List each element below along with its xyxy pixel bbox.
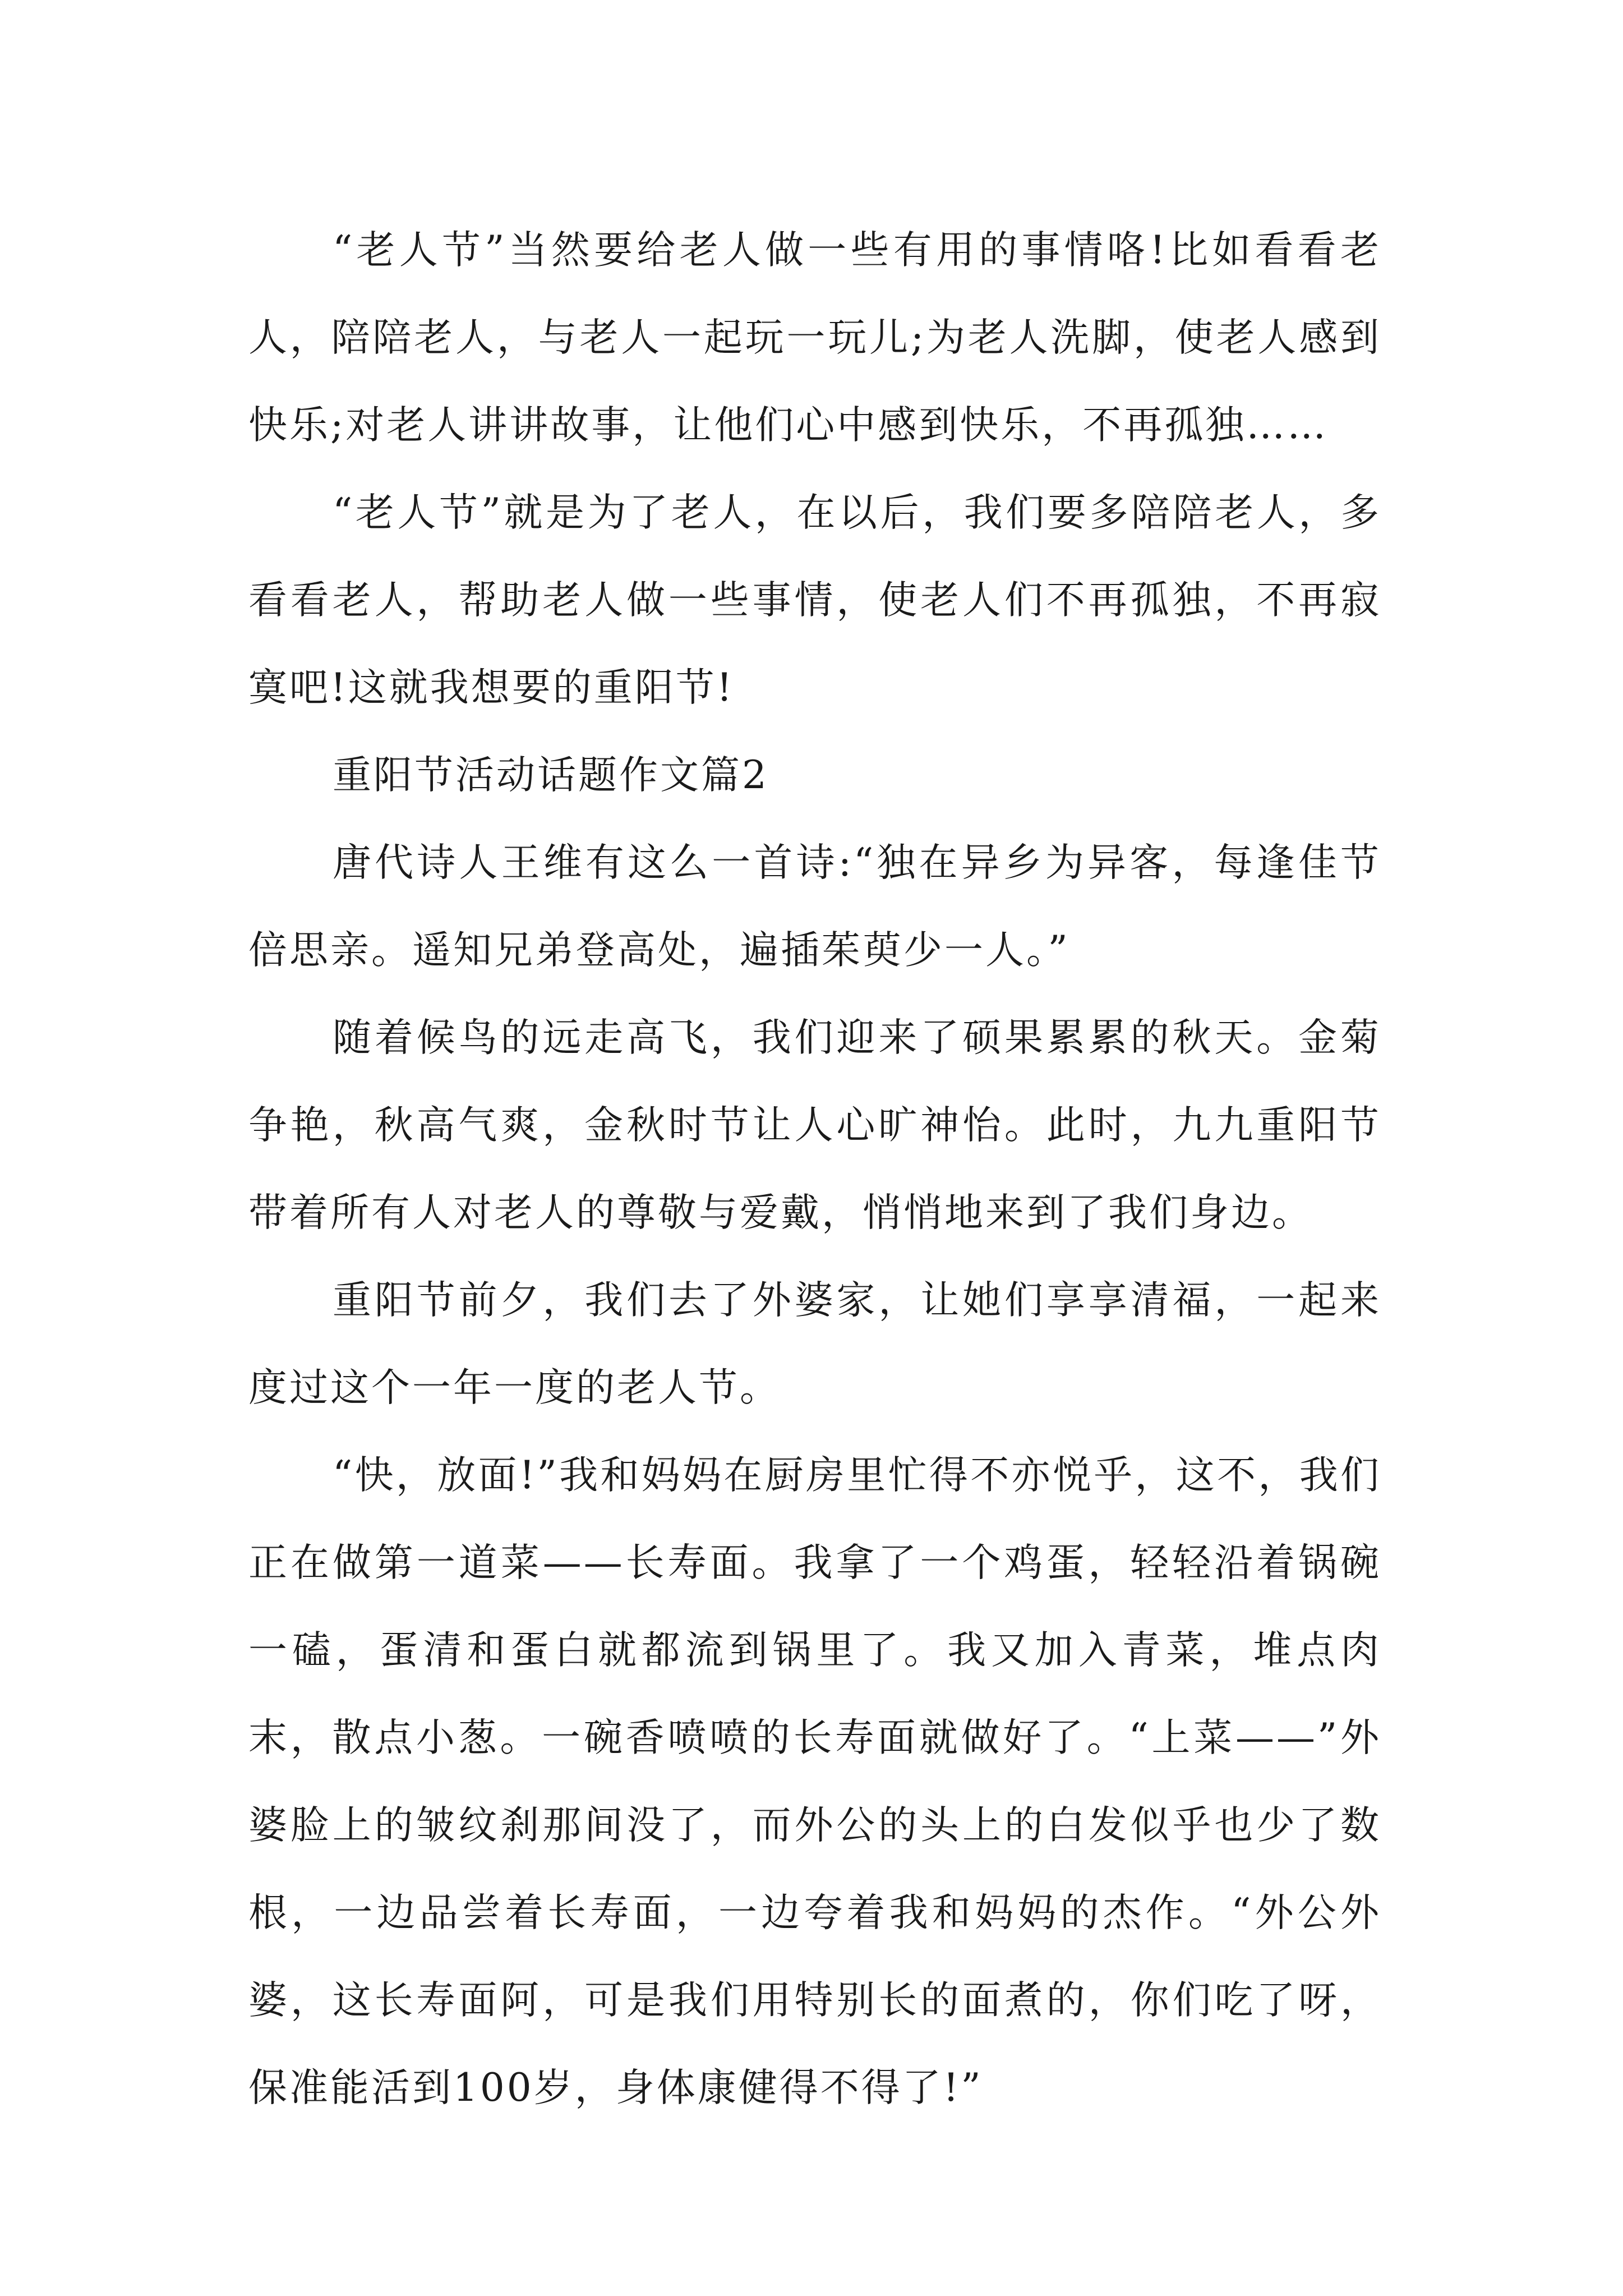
paragraph-5: 重阳节前夕，我们去了外婆家，让她们享享清福，一起来度过这个一年一度的老人节。 — [248, 1278, 1381, 1410]
paragraph-2: “老人节”就是为了老人，在以后，我们要多陪陪老人，多看看老人，帮助老人做一些事情，使老人们不再孤独，不再寂寞吧!这就我想要的重阳节! — [248, 490, 1381, 710]
paragraph-3: 唐代诗人王维有这么一首诗:“独在异乡为异客，每逢佳节倍思亲。遥知兄弟登高处，遍插茱萸少一人。” — [248, 840, 1381, 973]
paragraph-6: “快，放面!”我和妈妈在厨房里忙得不亦悦乎，这不，我们正在做第一道菜——长寿面。我拿了一个鸡蛋，轻轻沿着锅碗一磕，蛋清和蛋白就都流到锅里了。我又加入青菜，堆点肉末，散点小葱。一碗香喷喷的长寿面就做好了。“上菜——”外婆脸上的皱纹刹那间没了，而外公的头上的白发似乎也少了数根，一边品尝着长寿面，一边夸着我和妈妈的杰作。“外公外婆，这长寿面阿，可是我们用特别长的面煮的，你们吃了呀，保准能活到100岁，身体康健得不得了!” — [248, 1453, 1381, 2110]
paragraph-4: 随着候鸟的远走高飞，我们迎来了硕果累累的秋天。金菊争艳，秋高气爽，金秋时节让人心旷神怡。此时，九九重阳节带着所有人对老人的尊敬与爱戴，悄悄地来到了我们身边。 — [248, 1015, 1381, 1235]
paragraph-1: “老人节”当然要给老人做一些有用的事情咯!比如看看老人，陪陪老人，与老人一起玩一玩儿;为老人洗脚，使老人感到快乐;对老人讲讲故事，让他们心中感到快乐，不再孤独…… — [248, 228, 1381, 448]
document-body — [248, 206, 1381, 2132]
section-heading: 重阳节活动话题作文篇2 — [333, 753, 769, 798]
